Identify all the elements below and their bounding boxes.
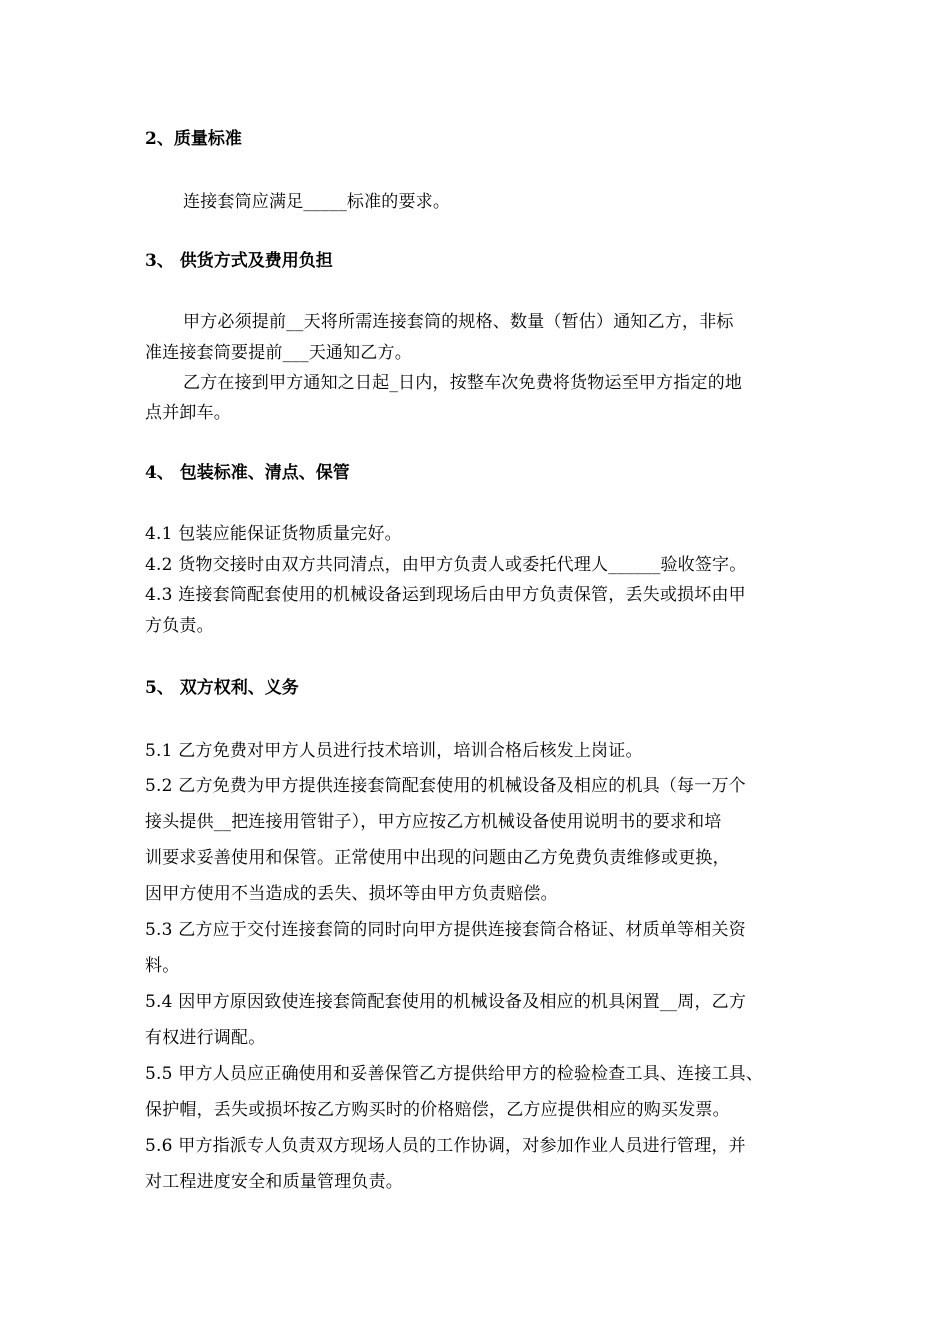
section-3-line-2: 准连接套筒要提前___天通知乙方。 bbox=[145, 343, 412, 363]
section-5-line-11: 保护帽，丢失或损坏按乙方购买时的价格赔偿，乙方应提供相应的购买发票。 bbox=[145, 1100, 730, 1120]
section-5-line-1: 5.1 乙方免费对甲方人员进行技术培训，培训合格后核发上岗证。 bbox=[145, 741, 643, 761]
section-5-line-7: 料。 bbox=[145, 956, 180, 976]
section-5-line-8: 5.4 因甲方原因致使连接套筒配套使用的机械设备及相应的机具闲置__周，乙方 bbox=[145, 992, 747, 1012]
section-3-line-3: 乙方在接到甲方通知之日起_日内，按整车次免费将货物运至甲方指定的地 bbox=[183, 373, 743, 393]
section-5-line-9: 有权进行调配。 bbox=[145, 1028, 266, 1048]
section-5-line-6: 5.3 乙方应于交付连接套筒的同时向甲方提供连接套筒合格证、材质单等相关资 bbox=[145, 920, 746, 940]
section-4-line-2: 4.2 货物交接时由双方共同清点，由甲方负责人或委托代理人______验收签字。 bbox=[145, 555, 747, 575]
section-4-heading: 4、 包装标准、清点、保管 bbox=[145, 463, 350, 483]
section-5-heading: 5、 双方权利、义务 bbox=[145, 678, 299, 698]
section-5-line-5: 因甲方使用不当造成的丢失、损坏等由甲方负责赔偿。 bbox=[145, 884, 558, 904]
section-5-line-4: 训要求妥善使用和保管。正常使用中出现的问题由乙方免费负责维修或更换， bbox=[145, 848, 730, 868]
section-2-line-1: 连接套筒应满足_____标准的要求。 bbox=[183, 192, 451, 212]
section-4-line-1: 4.1 包装应能保证货物质量完好。 bbox=[145, 524, 402, 544]
section-3-line-1: 甲方必须提前__天将所需连接套筒的规格、数量（暂估）通知乙方，非标 bbox=[183, 312, 734, 332]
section-2-heading: 2、质量标准 bbox=[145, 129, 242, 149]
section-5-line-3: 接头提供__把连接用管钳子），甲方应按乙方机械设备使用说明书的要求和培 bbox=[145, 812, 722, 832]
section-4-line-3: 4.3 连接套筒配套使用的机械设备运到现场后由甲方负责保管，丢失或损坏由甲 bbox=[145, 585, 746, 605]
section-5-line-10: 5.5 甲方人员应正确使用和妥善保管乙方提供给甲方的检验检查工具、连接工具、 bbox=[145, 1064, 764, 1084]
section-3-line-4: 点并卸车。 bbox=[145, 403, 231, 423]
section-5-line-12: 5.6 甲方指派专人负责双方现场人员的工作协调，对参加作业人员进行管理，并 bbox=[145, 1136, 746, 1156]
section-4-line-4: 方负责。 bbox=[145, 616, 214, 636]
section-5-line-13: 对工程进度安全和质量管理负责。 bbox=[145, 1172, 403, 1192]
section-5-line-2: 5.2 乙方免费为甲方提供连接套筒配套使用的机械设备及相应的机具（每一万个 bbox=[145, 776, 746, 796]
section-3-heading: 3、 供货方式及费用负担 bbox=[145, 251, 333, 271]
